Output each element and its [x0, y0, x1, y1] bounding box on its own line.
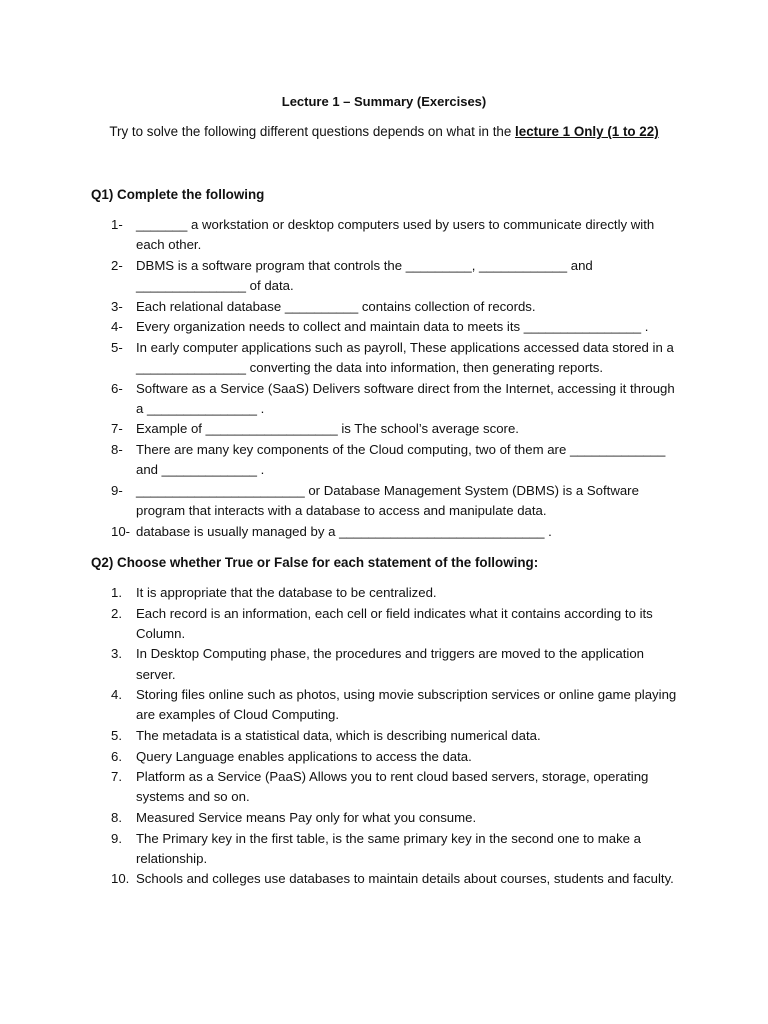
q2-item — [111, 726, 681, 746]
q1-item-text: In early computer applications such as payroll, These applications accessed data stored in a _______________ converting the data into information, then generating reports. — [136, 339, 674, 375]
q2-item — [111, 808, 681, 828]
q1-item-text: _______________________ or Database Management System (DBMS) is a Software program that interacts with a database to access and manipulate data. — [136, 482, 639, 518]
q1-item — [111, 481, 681, 521]
q2-item — [111, 747, 681, 767]
q2-item-number: 4. — [111, 687, 122, 703]
q1-item — [111, 419, 681, 439]
q2-item-text: Measured Service means Pay only for what you consume. — [136, 809, 477, 825]
q2-item-text: Query Language enables applications to access the data. — [136, 748, 472, 764]
q2-item-text: The metadata is a statistical data, which is describing numerical data. — [136, 727, 541, 743]
q1-item-text: Example of __________________ is The school’s average score. — [136, 421, 519, 437]
q2-item — [111, 604, 681, 644]
q1-item-number: 6- — [111, 380, 123, 396]
q1-item-text: Software as a Service (SaaS) Delivers software direct from the Internet, accessing it through a _______________ . — [136, 380, 675, 416]
q2-item — [111, 829, 681, 869]
q1-item — [111, 440, 681, 480]
q1-item — [111, 522, 681, 542]
q1-item-number: 3- — [111, 298, 123, 314]
q1-item-number: 7- — [111, 421, 123, 437]
q1-item — [111, 215, 681, 255]
q1-question-list — [111, 215, 681, 542]
q1-item-number: 1- — [111, 217, 123, 232]
q1-item — [111, 379, 681, 419]
q1-item — [111, 297, 681, 317]
q2-item-text: Each record is an information, each cell or field indicates what it contains according to its Column. — [136, 605, 653, 641]
q2-item-text: Schools and colleges use databases to maintain details about courses, students and faculty. — [136, 871, 674, 887]
q1-item-number: 10- — [111, 523, 131, 539]
q2-item — [111, 869, 681, 889]
q2-item-number: 8. — [111, 809, 122, 825]
q2-heading: Q2) Choose whether True or False for each statement of the following: — [91, 555, 539, 570]
document-title: Lecture 1 – Summary (Exercises) — [281, 94, 487, 109]
instructions-emphasis: lecture 1 Only (1 to 22) — [515, 124, 659, 139]
q1-item — [111, 256, 681, 296]
q1-item-text: Each relational database __________ contains collection of records. — [136, 298, 536, 314]
q2-item-number: 3. — [111, 646, 122, 662]
q2-item — [111, 685, 681, 725]
q2-item-text: In Desktop Computing phase, the procedures and triggers are moved to the application server. — [136, 646, 645, 682]
q1-item-text: _______ a workstation or desktop computers used by users to communicate directly with each other. — [136, 217, 655, 253]
instructions-text: Try to solve the following different questions depends on what in the — [109, 124, 516, 139]
q2-item-number: 1. — [111, 585, 122, 600]
q1-item-number: 8- — [111, 441, 123, 457]
q1-item-text: Every organization needs to collect and maintain data to meets its ________________ . — [136, 319, 649, 335]
q1-item — [111, 338, 681, 378]
q2-item-number: 7. — [111, 769, 122, 785]
q1-item-number: 5- — [111, 339, 123, 355]
q1-item — [111, 317, 681, 337]
q2-item — [111, 767, 681, 807]
q2-item-number: 2. — [111, 605, 122, 621]
instructions — [0, 122, 768, 142]
q2-item-number: 5. — [111, 727, 122, 743]
q1-item-number: 4- — [111, 319, 123, 335]
q1-item-number: 9- — [111, 482, 123, 498]
q1-item-text: DBMS is a software program that controls the _________, ____________ and _______________ of data. — [136, 257, 593, 293]
q1-item-text: database is usually managed by a ____________________________ . — [136, 523, 552, 539]
q1-item-text: There are many key components of the Cloud computing, two of them are _____________ and _____________ . — [136, 441, 666, 478]
q2-item-text: Storing files online such as photos, using movie subscription services or online game playing are examples of Cloud Computing. — [136, 687, 677, 723]
q1-heading: Q1) Complete the following — [91, 187, 265, 202]
q2-item-number: 10. — [111, 871, 130, 887]
q2-question-list — [111, 583, 681, 890]
q1-item-number: 2- — [111, 257, 123, 273]
q2-item — [111, 644, 681, 684]
q2-item-text: Platform as a Service (PaaS) Allows you to rent cloud based servers, storage, operating systems and so on. — [136, 769, 649, 805]
q2-item-text: It is appropriate that the database to be centralized. — [136, 585, 437, 600]
q2-item — [111, 583, 681, 603]
q2-item-text: The Primary key in the first table, is the same primary key in the second one to make a relationship. — [136, 830, 642, 866]
q2-item-number: 9. — [111, 830, 122, 846]
q2-item-number: 6. — [111, 748, 122, 764]
